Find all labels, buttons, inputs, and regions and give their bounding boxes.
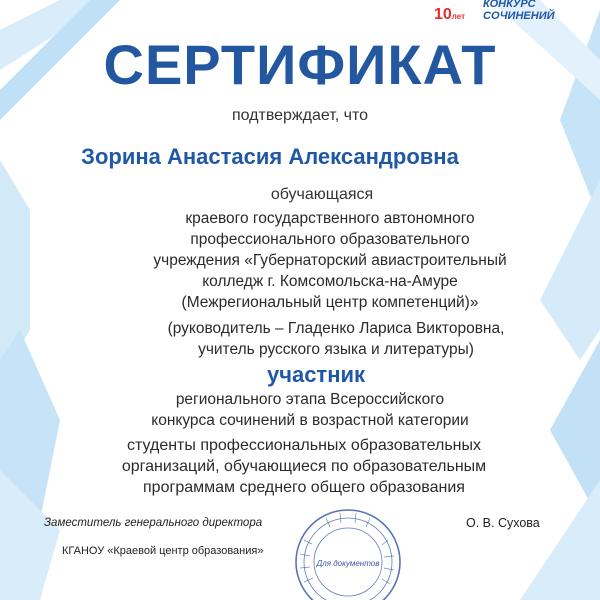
institution-line: учреждения «Губернаторский авиастроительный: [153, 252, 507, 269]
confirms-text: подтверждает, что: [231, 107, 369, 124]
signatory-name: О. В. Сухова: [466, 516, 540, 530]
logo-anniversary: 10лет: [434, 6, 466, 23]
stage-line: конкурса сочинений в возрастной категории: [151, 412, 469, 429]
category-block: [4, 435, 600, 498]
category-line: студенты профессиональных образовательных: [127, 437, 481, 454]
supervisor-block: [36, 318, 600, 360]
recipient-name: Зорина Анастасия Александровна: [81, 144, 459, 169]
recipient-role: обучающаяся: [270, 186, 374, 203]
institution-line: краевого государственного автономного: [185, 210, 475, 227]
participant-status: участник: [266, 362, 366, 387]
supervisor-line: учитель русского языка и литературы): [198, 341, 474, 358]
institution-block: [30, 208, 600, 313]
certificate-title: СЕРТИФИКАТ: [103, 33, 497, 96]
official-stamp: [276, 500, 406, 600]
institution-line: профессионального образовательного: [190, 231, 470, 248]
stage-line: регионального этапа Всероссийского: [175, 391, 445, 408]
logo-text: КОНКУРС СОЧИНЕНИЙ: [483, 0, 555, 22]
category-line: организаций, обучающиеся по образовательным: [121, 458, 487, 475]
institution-line: колледж г. Комсомольска-на-Амуре: [202, 273, 458, 290]
signatory-title: Заместитель генерального директора: [44, 517, 263, 529]
contest-logo: [418, 0, 578, 34]
stage-block: [10, 389, 600, 431]
supervisor-line: (руководитель – Гладенко Лариса Викторовна,: [167, 320, 505, 337]
institution-line: (Межрегиональный центр компетенций)»: [181, 294, 479, 311]
category-line: программам среднего общего образования: [143, 479, 465, 496]
signatory-organization: КГАНОУ «Краевой центр образования»: [62, 545, 264, 557]
stamp-text: Для документов: [316, 559, 380, 568]
